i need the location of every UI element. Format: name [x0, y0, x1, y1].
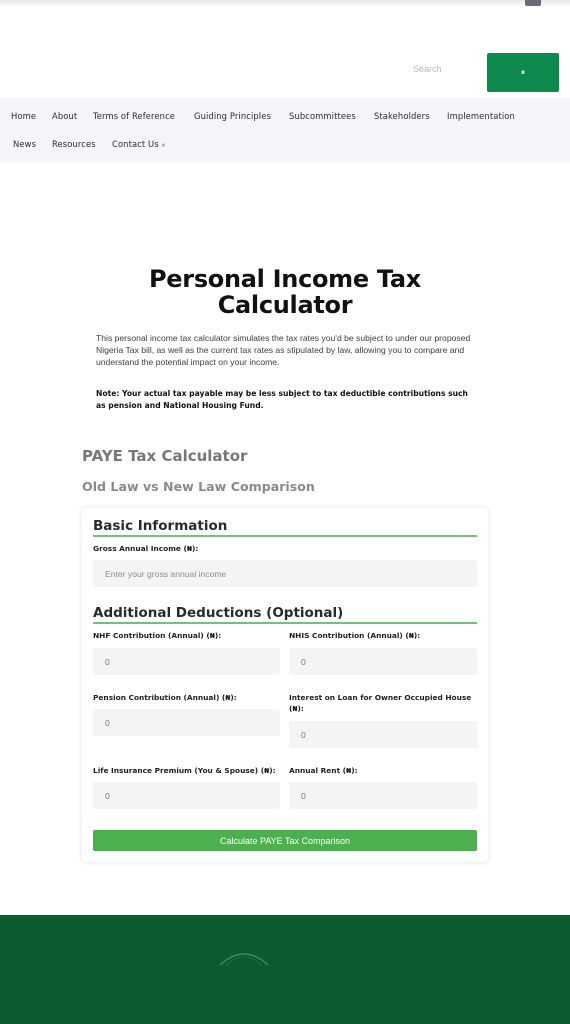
- top-strip: [0, 0, 570, 8]
- main-nav: [0, 98, 570, 163]
- top-chip: [525, 0, 541, 6]
- footer-logo: [214, 947, 274, 967]
- nav-item-news[interactable]: News: [13, 139, 37, 149]
- nav-item-about[interactable]: About: [52, 111, 78, 121]
- gross-income-label: Gross Annual Income (₦):: [93, 544, 199, 553]
- nav-item-guiding-principles[interactable]: Guiding Principles: [194, 111, 271, 121]
- nhf-contribution-input[interactable]: [93, 648, 280, 675]
- search-icon: ⏸: [521, 67, 525, 77]
- nav-item-subcommittees[interactable]: Subcommittees: [289, 111, 356, 121]
- basic-information-heading: Basic Information: [93, 518, 477, 537]
- nhis-contribution-input[interactable]: [289, 648, 477, 675]
- loan-interest-input[interactable]: [289, 721, 477, 748]
- intro-paragraph: This personal income tax calculator simulates the tax rates you'd be subject to under our proposed Nigeria Tax bill, as well as the current tax rates as stipulated by law, allowing you to compare and understand the potential impact on your income.: [96, 333, 471, 367]
- footer: [0, 915, 570, 1024]
- nav-item-implementation[interactable]: Implementation: [447, 111, 515, 121]
- gross-income-input[interactable]: [93, 560, 477, 587]
- calculator-card: [82, 508, 488, 862]
- search-input[interactable]: [404, 58, 484, 80]
- nav-item-contact-us[interactable]: [112, 139, 165, 150]
- annual-rent-input[interactable]: [289, 782, 477, 809]
- loan-interest-label: Interest on Loan for Owner Occupied House (₦):: [289, 693, 472, 713]
- life-insurance-input[interactable]: [93, 782, 280, 809]
- additional-deductions-heading: Additional Deductions (Optional): [93, 605, 477, 624]
- chevron-down-icon: ⏸: [161, 141, 166, 149]
- nav-item-contact-us-label: Contact Us: [112, 139, 159, 149]
- annual-rent-label: Annual Rent (₦):: [289, 766, 358, 775]
- tax-note: Note: Your actual tax payable may be less subject to tax deductible contributions such as pension and National Housing Fund.: [96, 389, 468, 410]
- pension-contribution-label: Pension Contribution (Annual) (₦):: [93, 693, 237, 702]
- nav-item-home[interactable]: Home: [11, 111, 37, 121]
- page-title: Personal Income Tax Calculator: [149, 265, 421, 319]
- life-insurance-label: Life Insurance Premium (You & Spouse) (₦):: [93, 766, 276, 775]
- nav-item-terms-of-reference[interactable]: Terms of Reference: [93, 111, 176, 121]
- calculate-button[interactable]: Calculate PAYE Tax Comparison: [93, 830, 477, 851]
- calculator-subtitle: Old Law vs New Law Comparison: [82, 479, 315, 494]
- nhis-contribution-label: NHIS Contribution (Annual) (₦):: [289, 631, 421, 640]
- calculator-title: PAYE Tax Calculator: [82, 447, 248, 465]
- nhf-contribution-label: NHF Contribution (Annual) (₦):: [93, 631, 222, 640]
- search-button[interactable]: [487, 53, 559, 92]
- pension-contribution-input[interactable]: [93, 709, 280, 736]
- nav-item-resources[interactable]: Resources: [52, 139, 96, 149]
- nav-item-stakeholders[interactable]: Stakeholders: [374, 111, 430, 121]
